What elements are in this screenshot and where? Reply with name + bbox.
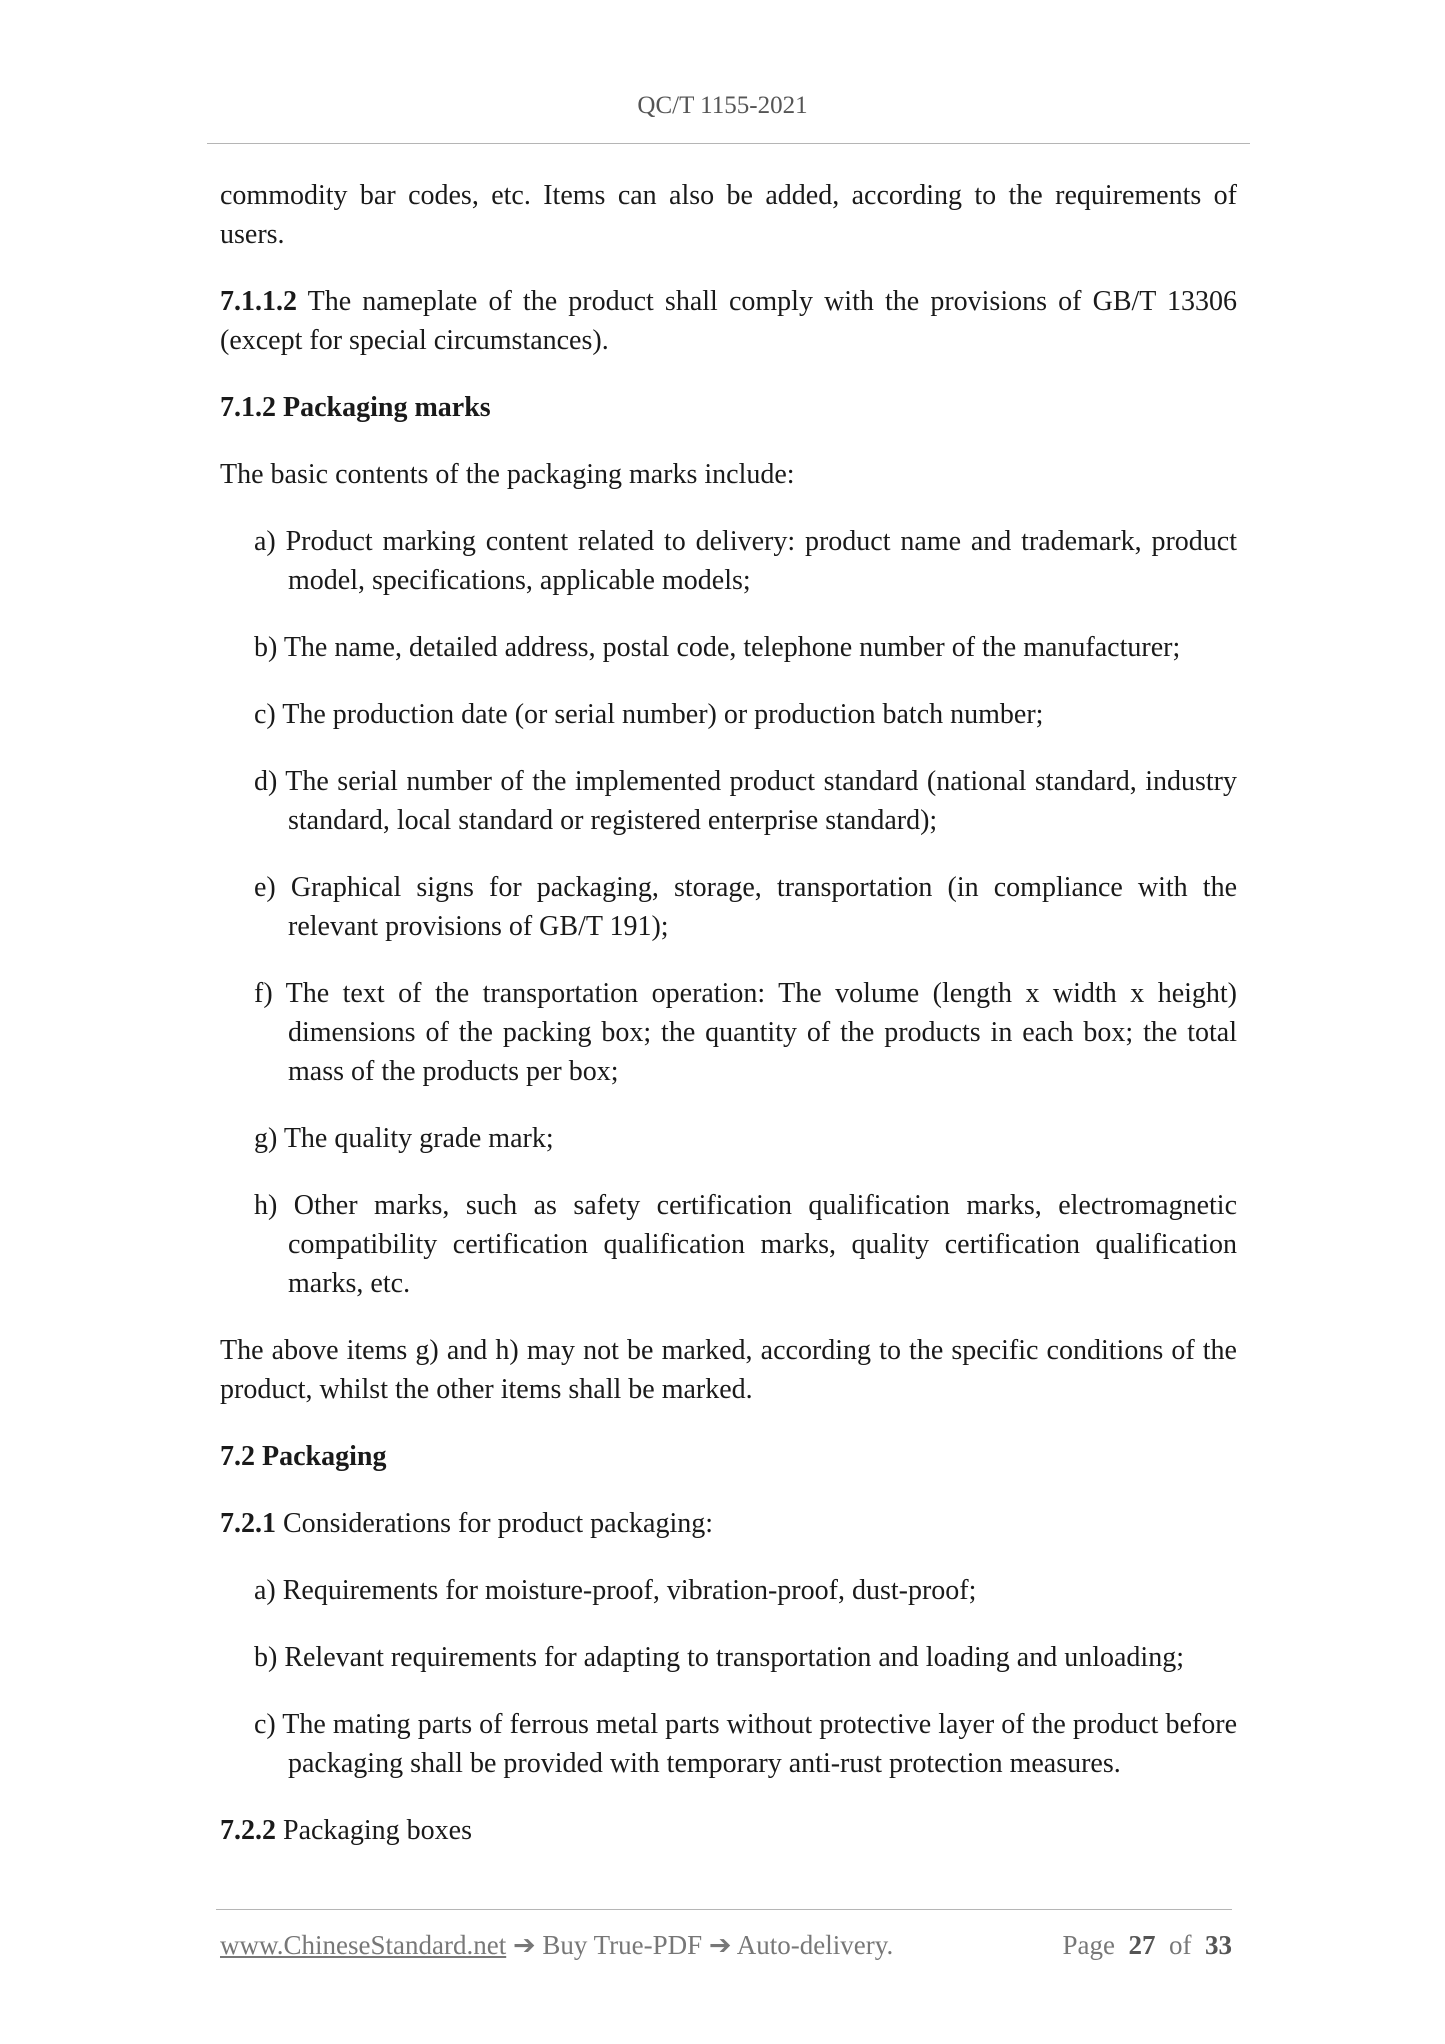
marks-note: The above items g) and h) may not be marked, according to the specific conditions of the product, whilst the other items shall be marked. <box>220 1335 1237 1405</box>
list-item: e) Graphical signs for packaging, storage, transportation (in compliance with the relevant provisions of GB/T 191); <box>254 872 1237 942</box>
heading-text: 7.1.2 Packaging marks <box>220 392 491 423</box>
arrow-icon: ➔ <box>702 1930 737 1960</box>
footer-promo <box>220 1930 893 1961</box>
footer-divider <box>216 1909 1232 1910</box>
total-pages: 33 <box>1205 1930 1232 1960</box>
delivery-text: Auto-delivery. <box>736 1930 894 1960</box>
website-link[interactable]: www.ChineseStandard.net <box>220 1930 507 1960</box>
list-item: b) The name, detailed address, postal code, telephone number of the manufacturer; <box>254 632 1181 663</box>
buy-text: Buy True-PDF <box>542 1930 703 1960</box>
list-item: b) Relevant requirements for adapting to transportation and loading and unloading; <box>254 1642 1184 1673</box>
paragraph-continuation: commodity bar codes, etc. Items can also be added, according to the requirements of users. <box>220 180 1237 250</box>
clause-7-2-2 <box>220 1811 1237 1850</box>
clause-text: Considerations for product packaging: <box>276 1508 714 1539</box>
current-page: 27 <box>1128 1930 1156 1960</box>
arrow-icon: ➔ <box>506 1930 543 1960</box>
clause-number: 7.1.1.2 <box>220 286 297 317</box>
list-item: a) Requirements for moisture-proof, vibration-proof, dust-proof; <box>254 1575 977 1606</box>
page-label: Page <box>1062 1930 1115 1960</box>
heading-text: 7.2 Packaging <box>220 1441 387 1472</box>
clause-text: The nameplate of the product shall comply with the provisions of GB/T 13306 (except for special circumstances). <box>220 286 1237 356</box>
list-item: f) The text of the transportation operation: The volume (length x width x height) dimensions of the packing box; the quantity of the products in each box; the total mass of the products per box; <box>254 978 1237 1087</box>
marks-intro: The basic contents of the packaging marks include: <box>220 459 795 490</box>
list-item: g) The quality grade mark; <box>254 1123 554 1154</box>
heading-7-2 <box>220 1437 1237 1476</box>
list-item: c) The production date (or serial number) or production batch number; <box>254 699 1044 730</box>
heading-7-1-2 <box>220 388 1237 427</box>
document-code-header: QC/T 1155-2021 <box>637 92 808 119</box>
page-content <box>220 176 1237 1878</box>
list-item: c) The mating parts of ferrous metal parts without protective layer of the product before packaging shall be provided with temporary anti-rust protection measures. <box>254 1709 1237 1779</box>
header-divider <box>207 143 1250 144</box>
list-item: a) Product marking content related to delivery: product name and trademark, product model, specifications, applicable models; <box>254 526 1237 596</box>
page-number <box>1063 1930 1232 1961</box>
clause-7-2-1 <box>220 1504 1237 1543</box>
clause-text: Packaging boxes <box>276 1815 472 1846</box>
of-label: of <box>1169 1930 1192 1960</box>
list-item: d) The serial number of the implemented product standard (national standard, industry standard, local standard or registered enterprise standard); <box>254 766 1237 836</box>
list-item: h) Other marks, such as safety certification qualification marks, electromagnetic compatibility certification qualification marks, quality certification qualification marks, etc. <box>254 1190 1237 1299</box>
clause-number: 7.2.2 <box>220 1815 276 1846</box>
clause-7-1-1-2 <box>220 282 1237 360</box>
clause-number: 7.2.1 <box>220 1508 276 1539</box>
